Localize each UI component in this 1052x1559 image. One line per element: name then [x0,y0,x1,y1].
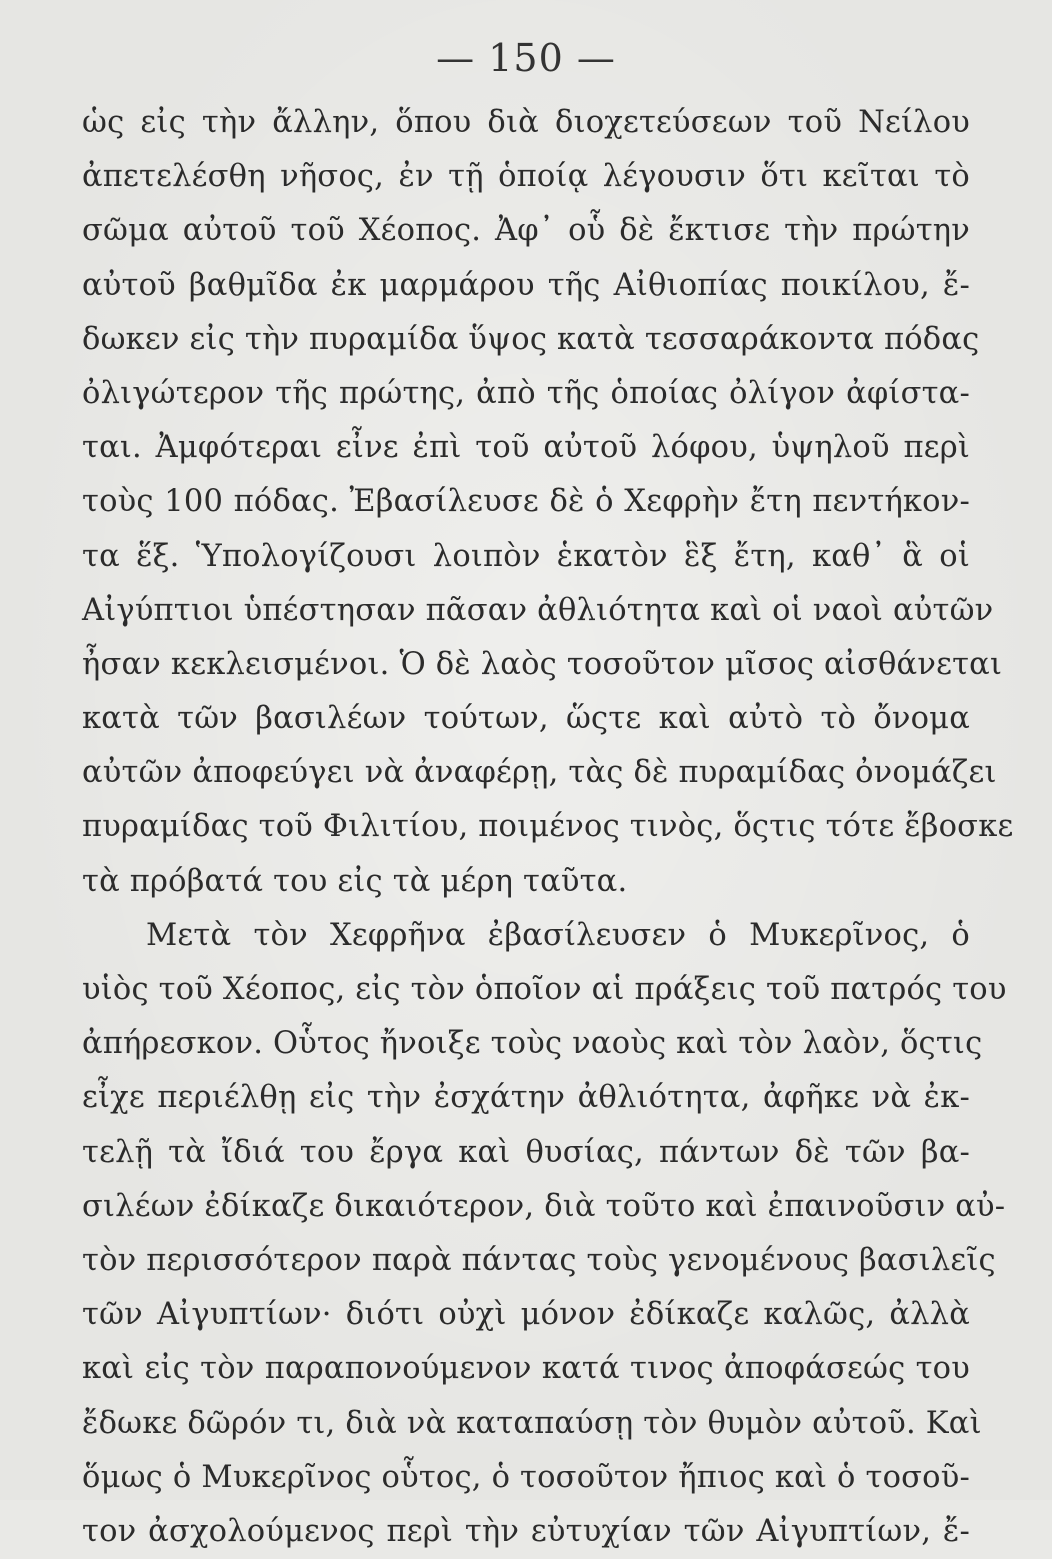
text-line-20: τελῇ τὰ ἴδιά του ἔργα καὶ θυσίας, πάντων δὲ τῶν βα- [82,1134,970,1170]
text-line-9: τα ἕξ. Ὑπολογίζουσι λοιπὸν ἑκατὸν ἓξ ἔτη, καθ᾽ ἃ οἱ [82,538,970,574]
text-line-8: τοὺς 100 πόδας. Ἐβασίλευσε δὲ ὁ Χεφρὴν ἔτη πεντήκον- [82,484,970,520]
text-line-22: τὸν περισσότερον παρὰ πάντας τοὺς γενομένους βασιλεῖς [82,1242,996,1278]
text-line-26: ὅμως ὁ Μυκερῖνος οὗτος, ὁ τοσοῦτον ἤπιος καὶ ὁ τοσοῦ- [82,1459,970,1495]
text-line-25: ἔδωκε δῶρόν τι, διὰ νὰ καταπαύσῃ τὸν θυμὸν αὐτοῦ. Καὶ [82,1405,982,1441]
text-line-19: εἶχε περιέλθῃ εἰς τὴν ἐσχάτην ἀθλιότητα, ἀφῆκε νὰ ἐκ- [82,1080,970,1116]
text-line-4: αὐτοῦ βαθμῖδα ἐκ μαρμάρου τῆς Αἰθιοπίας ποικίλου, ἔ- [82,267,970,303]
text-line-2: ἀπετελέσθη νῆσος, ἐν τῇ ὁποίᾳ λέγουσιν ὅτι κεῖται τὸ [82,159,970,195]
text-line-14: πυραμίδας τοῦ Φιλιτίου, ποιμένος τινὸς, ὅςτις τότε ἔβοσκε [82,809,1014,845]
text-line-10: Αἰγύπτιοι ὑπέστησαν πᾶσαν ἀθλιότητα καὶ οἱ ναοὶ αὐτῶν [82,592,994,628]
text-line-23: τῶν Αἰγυπτίων· διότι οὐχὶ μόνον ἐδίκαζε καλῶς, ἀλλὰ [82,1297,970,1333]
text-line-3: σῶμα αὐτοῦ τοῦ Χέοπος. Ἀφ᾽ οὗ δὲ ἔκτισε τὴν πρώτην [82,213,970,249]
text-line-24: καὶ εἰς τὸν παραπονούμενον κατά τινος ἀποφάσεώς του [82,1351,970,1387]
text-line-16: Μετὰ τὸν Χεφρῆνα ἐβασίλευσεν ὁ Μυκερῖνος, ὁ [146,917,970,953]
text-line-27: τον ἀσχολούμενος περὶ τὴν εὐτυχίαν τῶν Αἰγυπτίων, ἔ- [82,1513,970,1549]
text-line-7: ται. Ἀμφότεραι εἶνε ἐπὶ τοῦ αὐτοῦ λόφου, ὑψηλοῦ περὶ [82,430,970,466]
text-line-17: υἱὸς τοῦ Χέοπος, εἰς τὸν ὁποῖον αἱ πράξεις τοῦ πατρός του [82,972,1007,1007]
text-line-18: ἀπήρεσκον. Οὗτος ἤνοιξε τοὺς ναοὺς καὶ τὸν λαὸν, ὅςτις [82,1026,983,1062]
text-line-21: σιλέων ἐδίκαζε δικαιότερον, διὰ τοῦτο καὶ ἐπαινοῦσιν αὐ- [82,1188,1006,1224]
text-line-6: ὀλιγώτερον τῆς πρώτης, ἀπὸ τῆς ὁποίας ὀλίγον ἀφίστα- [82,375,970,411]
body-text [82,96,1014,1559]
text-line-12: κατὰ τῶν βασιλέων τούτων, ὥςτε καὶ αὐτὸ τὸ ὄνομα [82,701,970,737]
text-line-5: δωκεν εἰς τὴν πυραμίδα ὕψος κατὰ τεσσαράκοντα πόδας [82,321,980,357]
text-line-13: αὐτῶν ἀποφεύγει νὰ ἀναφέρῃ, τὰς δὲ πυραμίδας ὀνομάζει [82,755,997,791]
page-number: — 150 — [436,36,616,80]
text-line-1: ὡς εἰς τὴν ἄλλην, ὅπου διὰ διοχετεύσεων τοῦ Νείλου [82,105,970,140]
text-line-15: τὰ πρόβατά του εἰς τὰ μέρη ταῦτα. [82,863,628,899]
text-line-11: ἦσαν κεκλεισμένοι. Ὁ δὲ λαὸς τοσοῦτον μῖσος αἰσθάνεται [82,646,1003,682]
